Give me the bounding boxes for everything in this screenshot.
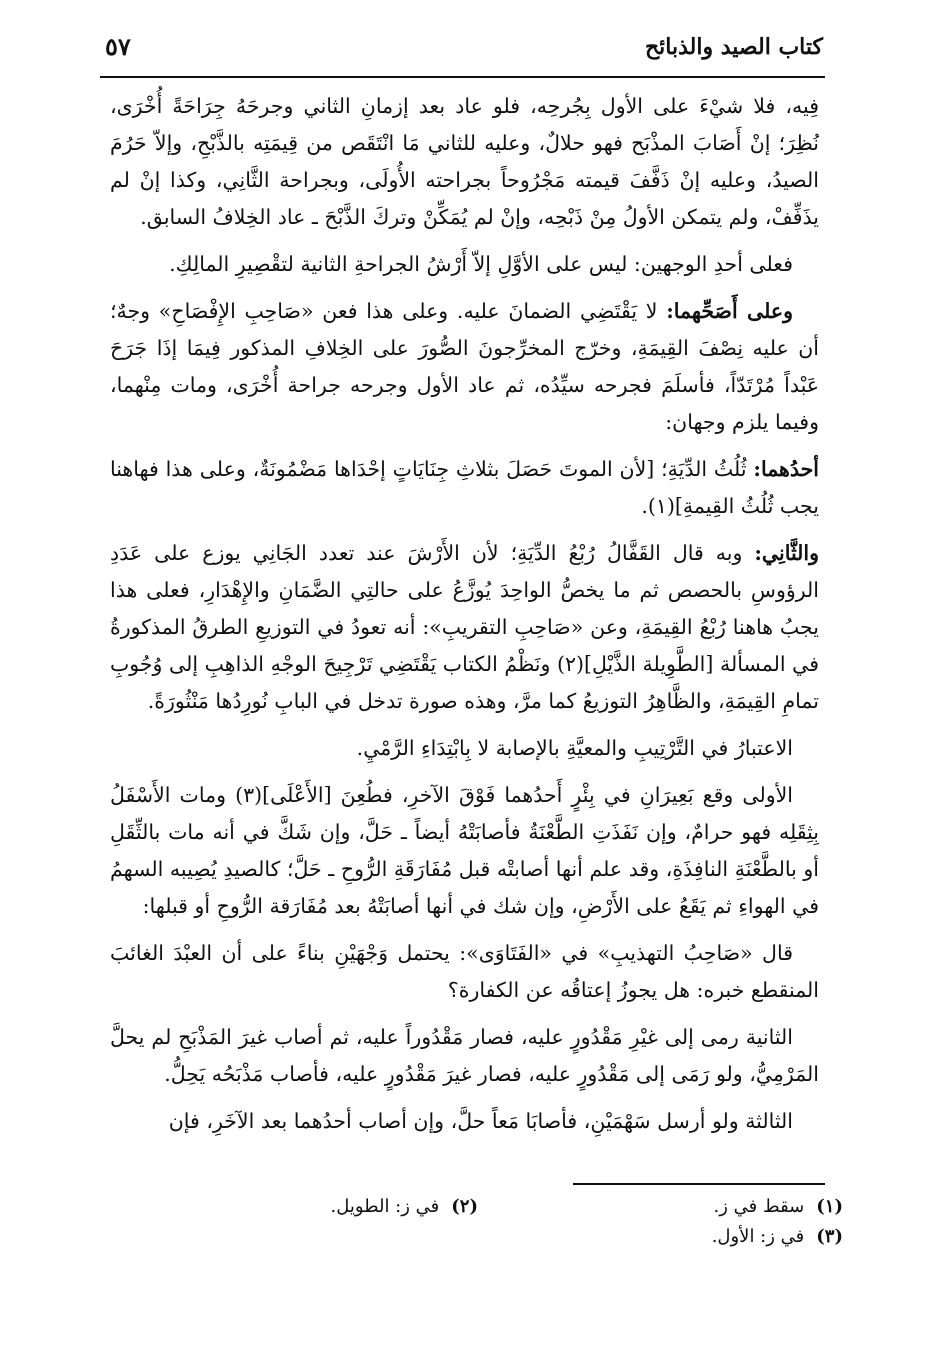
footnote-rule xyxy=(573,1183,825,1185)
page-number: ٥٧ xyxy=(105,32,131,61)
paragraph-text: قال «صَاحِبُ التهذيبِ» في «الفَتَاوَى»: يحتمل وَجْهَيْنِ بناءً على أن العبْدَ الغائبَ المنقطع خبره: هل يجوزُ إعتاقُه عن الكفارة؟ xyxy=(110,941,819,1002)
paragraph-text: فِيه، فلا شيْءَ على الأول بِجُرحِه، فلو عاد بعد إزمانِ الثاني وجرحَهُ جِرَاحَةً أُخْرَى، نُظِرَ؛ إنْ أَصَابَ المذْبَح فهو حلالٌ، وعليه للثاني مَا انْتَقَص من قِيمَتِه بالذَّبْحِ، وإلاّ حَرُمَ الصيدُ، وعليه إنْ ذَفَّفَ قيمته مَجْرُوحاً بجراحته الأُولَى، وبجراحة الثَّانِي، وكذا إنْ لم يذَفِّفْ، ولم يتمكن الأولُ مِنْ ذَبْحِه، وإنْ لم يُمَكِّنْ وتركَ الذَّبْحَ ـ عاد الخِلافُ السابق. xyxy=(110,94,819,229)
paragraph-text: الاعتبارُ في التَّرْتِيبِ والمعيَّةِ بالإصابة لا بِابْتِدَاءِ الرَّمْيِ. xyxy=(356,736,793,760)
paragraph-1 xyxy=(110,88,819,236)
paragraph-3 xyxy=(110,293,819,441)
footnote-2 xyxy=(331,1196,478,1217)
paragraph-text: الثانية رمى إلى غيْرِ مَقْدُورٍ عليه، فصار مَقْدُوراً عليه، ثم أصاب غيرَ المَذْبَحِ لم يحلَّ المَرْمِيُّ، ولو رَمَى إلى مَقْدُورٍ عليه، فصار غيرَ مَقْدُورٍ عليه، فأصاب مَذْبَحُه يَحِلُّ. xyxy=(110,1025,819,1086)
paragraph-text: وبه قال القَفَّالُ رُبْعُ الدِّيَةِ؛ لأن الأَرْشَ عند تعدد الجَانِي يوزع على عَدَدِ الرؤوسِ بالحصص ثم ما يخصُّ الواحِدَ يُوزَّعُ على حالتِي الضَّمَانِ والإِهْدَارِ، فعلى هذا يجبُ هاهنا رُبْعُ القِيمَةِ، وعن «صَاحِبِ التقريبِ»: أنه تعودُ في التوزيعِ الطرقُ المذكورةُ في المسألة [الطَّوِيلة الذَّيْلِ](٢) ونَظْمُ الكتاب يَقْتَضِي تَرْجِيحَ الوجْهِ الذاهِبِ إلى وُجُوبِ تمامِ القِيمَةِ، والظَّاهِرُ التوزيعُ كما مرَّ، وهذه صورة تدخل في البابِ نُورِدُها مَنْثُورَةً. xyxy=(110,541,819,713)
footnote-marker: (٢) xyxy=(451,1196,478,1217)
paragraph-lead: أحدُهما: xyxy=(753,457,819,481)
paragraph-text: الثالثة ولو أرسل سَهْمَيْنِ، فأصابَا مَعاً حلَّ، وإن أصاب أحدُهما بعد الآخَرِ، فإن xyxy=(168,1109,793,1133)
running-header xyxy=(105,30,823,70)
paragraph-lead: وعلى أَصَحِّهما: xyxy=(666,299,793,323)
footnote-marker: (٣) xyxy=(816,1226,843,1247)
paragraph-8 xyxy=(110,935,819,1009)
footnote-text: سقط في ز. xyxy=(713,1196,805,1217)
main-text xyxy=(110,88,819,1150)
paragraph-6 xyxy=(110,730,819,767)
paragraph-10 xyxy=(110,1103,819,1140)
footnote-marker: (١) xyxy=(816,1196,843,1217)
footnote-text: في ز: الأول. xyxy=(711,1226,805,1247)
footnote-3 xyxy=(712,1226,843,1247)
paragraph-9 xyxy=(110,1019,819,1093)
paragraph-lead: والثَّانِي: xyxy=(754,541,819,565)
paragraph-text: ثُلُثُ الدِّيَةِ؛ [لأن الموتَ حَصَلَ بثلاثِ جِنَايَاتٍ إحْدَاها مَضْمُونَةٌ، وعلى هذا فهاهنا يجب ثُلُثُ القِيمةِ](١). xyxy=(110,457,819,518)
footnotes xyxy=(320,1196,843,1266)
paragraph-2 xyxy=(110,246,819,283)
book-title: كتاب الصيد والذبائح xyxy=(644,34,823,60)
footnote-text: في ز: الطويل. xyxy=(330,1196,440,1217)
paragraph-5 xyxy=(110,535,819,720)
paragraph-text: فعلى أحدِ الوجهين: ليس على الأوَّلِ إلاّ أَرْشُ الجراحةِ الثانية لتقْصِيرِ المالِكِ. xyxy=(169,252,793,276)
paragraph-7 xyxy=(110,777,819,925)
paragraph-4 xyxy=(110,451,819,525)
paragraph-text: الأولى وقع بَعِيرَانِ في بِئْرٍ أَحدُهما فَوْقَ الآخرِ، فطُعِنَ [الأَعْلَى](٣) ومات الأَسْفَلُ بِثِقَلِه فهو حرامٌ، وإن نَفَذَتِ الطَّعْنَةُ فأصابَتْهُ أيضاً ـ حَلَّ، وإن شَكَّ في أنه مات بالثِّقَلِ أو بالطَّعْنَةِ النافِذَةِ، وقد علم أنها أصابتْه قبل مُفَارَقَةِ الرُّوحِ ـ حَلَّ؛ كالصيدِ يُصِيبه السهمُ في الهواءِ ثم يَقَعُ على الأَرْضِ، وإن شك في أنها أصابَتْهُ بعد مُفَارَقة الرُّوحِ أو قبلها: xyxy=(110,783,819,918)
paragraph-text: لا يَقْتَضِي الضمانَ عليه. وعلى هذا فعن «صَاحِبِ الإِفْصَاحِ» وجهٌ؛ أن عليه نِصْفَ القِيمَةِ، وخرّج المخرِّجونَ الصُّورَ على الخِلافِ المذكور فِيمَا إذَا جَرَحَ عَبْداً مُرْتَدّاً، فأسلَمَ فجرحه سيِّدُه، ثم عاد الأول وجرحه جراحة أُخْرَى، ومات مِنْهما، وفيما يلزم وجهان: xyxy=(110,299,819,434)
header-rule xyxy=(100,76,825,78)
footnote-1 xyxy=(714,1196,843,1217)
